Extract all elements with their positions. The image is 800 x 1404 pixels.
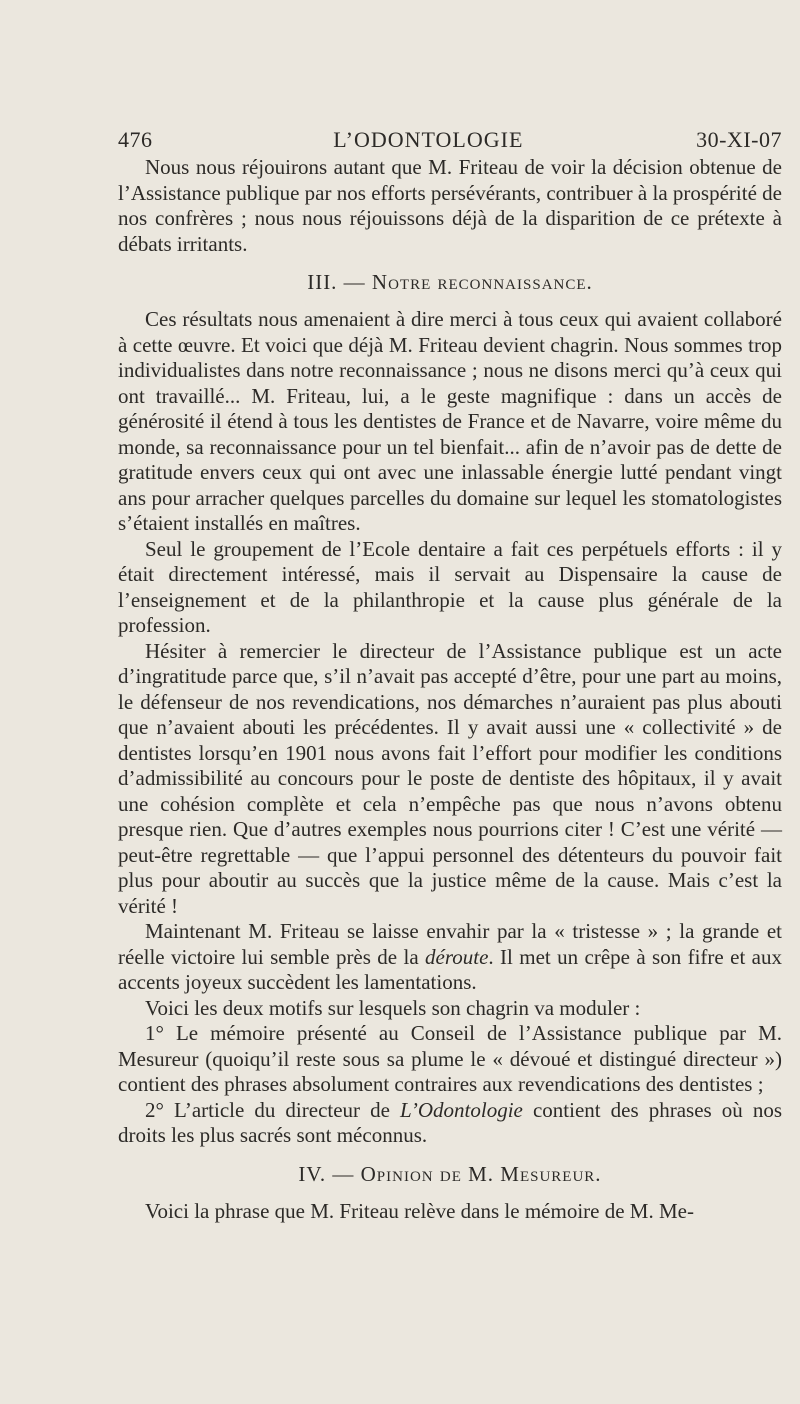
paragraph: Voici les deux motifs sur lesquels son chagrin va moduler : <box>145 995 641 1020</box>
paragraph: Ces résultats nous amenaient à dire merci à tous ceux qui avaient collaboré à cette œuvre. Et voici que déjà M. Friteau devient chagrin. Nous sommes trop individualistes dans notre reconnaissance ; nous ne disons merci qu’à ceux qui ont travaillé... M. Friteau, lui, a le geste magnifique : dans un accès de générosité il étend à tous les dentistes de France et de Navarre, voire même du monde, sa reconnaissance pour un tel bienfait... afin de n’avoir pas de dette de gratitude envers ceux qui ont avec une inlassable énergie lutté pendant vingt ans pour arracher quelques parcelles du domaine sur lequel les stomatologistes s’étaient installés en maîtres. <box>118 307 782 535</box>
paragraph <box>118 919 782 996</box>
section-heading-iv: IV. — Opinion de M. Mesureur. <box>298 1161 602 1186</box>
section-heading-iii: III. — Notre reconnaissance. <box>307 270 593 294</box>
text-run: . Il met un crêpe à son fifre et aux accents joyeux succèdent les lamentations. <box>118 944 782 994</box>
running-header <box>118 127 782 153</box>
list-item: 1° Le mémoire présenté au Conseil de l’Assistance publique par M. Mesureur (quoiqu’il reste sous sa plume le « dévoué et distingué directeur ») contient des phrases absolument contraires aux revendications des dentistes ; <box>118 1021 782 1096</box>
paragraph: Hésiter à remercier le directeur de l’Assistance publique est un acte d’ingratitude parce que, s’il n’avait pas accepté d’être, pour une part au moins, le défenseur de nos revendications, nos démarches n’auraient pas plus abouti que n’avaient abouti les précédentes. Il y avait aussi une « collectivité » de dentistes lorsqu’en 1901 nous avons fait l’effort pour modifier les conditions d’admissibilité au concours pour le poste de dentiste des hôpitaux, il y avait une cohésion complète et cela n’empêche pas que nous n’avons obtenu presque rien. Que d’autres exemples nous pourrions citer ! C’est une vérité — peut-être regrettable — que l’appui personnel des détenteurs du pouvoir fait plus pour aboutir au succès que la justice même de la cause. Mais c’est la vérité ! <box>118 638 782 918</box>
text-run: contient des phrases où nos droits les plus sacrés sont méconnus. <box>118 1097 782 1147</box>
journal-title: L’ODONTOLOGIE <box>333 127 524 152</box>
paragraph: Seul le groupement de l’Ecole dentaire a fait ces perpétuels efforts : il y était directement intéressé, mais il servait au Dispensaire la cause de l’enseignement et de la philanthropie et la cause plus générale de la profession. <box>118 536 782 637</box>
list-item <box>118 1098 782 1149</box>
text-run: Maintenant M. Friteau se laisse envahir par la « tristesse » ; la grande et réelle victoire lui semble près de la <box>118 919 782 969</box>
paragraph: Voici la phrase que M. Friteau relève dans le mémoire de M. Me- <box>145 1198 694 1223</box>
issue-date: 30-XI-07 <box>696 127 782 152</box>
italic-text: L’Odontologie <box>400 1097 523 1122</box>
text-run: 2° L’article du directeur de <box>145 1097 400 1122</box>
paragraph: Nous nous réjouirons autant que M. Friteau de voir la décision obtenue de l’Assistance publique par nos efforts persévérants, contribuer à la prospérité de nos confrères ; nous nous réjouissons déjà de la disparition de ce prétexte à débats irritants. <box>118 155 782 256</box>
body-text <box>118 155 782 1224</box>
italic-text: déroute <box>425 944 489 969</box>
page-number: 476 <box>118 127 153 152</box>
